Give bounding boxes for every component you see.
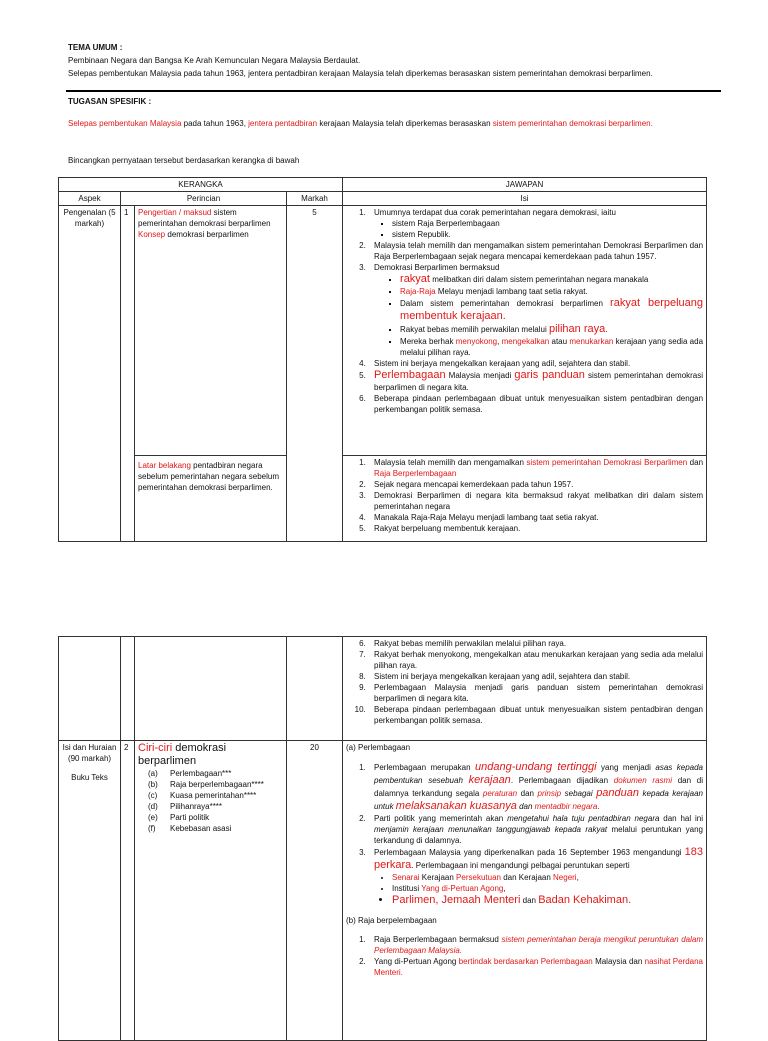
red-term: mengekalkan: [501, 337, 550, 346]
isi-text: Malaysia menjadi: [445, 371, 515, 380]
list-item: [400, 286, 703, 297]
ciri-item: [148, 790, 283, 801]
isi-cell: [343, 206, 707, 456]
italic-text: dan: [516, 802, 535, 811]
red-term: menukarkan: [569, 337, 614, 346]
red-term: pilihan raya: [548, 323, 606, 335]
isi-text: .: [605, 325, 608, 334]
tugasan-red-3: sistem pemerintahan demokrasi berparlimen.: [492, 119, 653, 128]
red-term: dokumen rasmi: [613, 776, 672, 785]
italic-text: sebagai: [561, 789, 597, 798]
red-term: undang-undang tertinggi: [475, 761, 597, 773]
ciri-item: [148, 812, 283, 823]
ciri-letter: (e): [148, 813, 158, 822]
row-number-2: 2: [121, 741, 135, 1041]
list-item: [368, 207, 703, 240]
isi-text: Kerajaan: [419, 873, 457, 882]
kerangka-table-1: [58, 177, 707, 542]
red-term: Yang di-Pertuan Agong: [421, 884, 504, 893]
perincian-red: Pengertian / maksud: [138, 208, 212, 217]
tugasan-red-2: jentera pentadbiran: [248, 119, 318, 128]
isi-text: Raja Berperlembagaan bermaksud: [374, 935, 502, 944]
tugasan-red-1: Selepas pembentukan Malaysia: [68, 119, 182, 128]
red-term: panduan: [596, 787, 640, 799]
isi-text: yang menjadi: [596, 763, 656, 772]
isi-text: dan: [520, 896, 539, 905]
header-jawapan: JAWAPAN: [343, 178, 707, 192]
empty-cell: [121, 637, 135, 741]
red-term: Persekutuan: [456, 873, 501, 882]
isi-text: Perlembagaan merupakan: [374, 763, 476, 772]
list-item: 6. Rakyat bebas memilih perwakilan melalui pilihan raya.: [368, 638, 703, 649]
isi-text: ,: [576, 873, 579, 882]
tema-title: TEMA UMUM :: [68, 43, 123, 52]
list-item: [392, 872, 703, 883]
markah-cell: 5: [287, 206, 343, 542]
konsep-red: Konsep: [138, 230, 166, 239]
isi-text: Institusi: [392, 884, 422, 893]
header-isi: Isi: [343, 192, 707, 206]
list-item: [400, 297, 703, 323]
red-term: sistem pemerintahan Demokrasi Berparlimen: [526, 458, 688, 467]
red-term: rakyat: [400, 273, 430, 285]
ciri-list: [138, 768, 283, 834]
ciri-letter: (a): [148, 769, 158, 778]
list-item: 4. Sistem ini berjaya mengekalkan kerajaan yang adil, sejahtera dan stabil.: [368, 358, 703, 369]
ciri-label: Kebebasan asasi: [170, 824, 232, 833]
list-item: 10. Beberapa pindaan perlembagaan dibuat untuk menyesuaikan sistem pentadbiran dengan perkembangan politik semasa.: [368, 704, 703, 726]
kerangka-table-2: [58, 636, 707, 1041]
empty-cell: [135, 637, 287, 741]
isi-text: Umumnya terdapat dua corak pemerintahan negara demokrasi, iaitu: [374, 208, 616, 217]
ciri-item: [148, 801, 283, 812]
ciri-label: Pilihanraya****: [170, 802, 223, 811]
markah-cell-2: 20: [287, 741, 343, 1041]
ciri-red: Ciri-ciri: [138, 742, 173, 754]
list-item: 2. Malaysia telah memilih dan mengamalkan sistem pemerintahan Demokrasi Berparlimen dan Raja Berperlembagaan sejak negara mencapai kemerdekaan pada tahun 1957.: [368, 240, 703, 262]
red-term: Raja Berperlembagaan: [374, 469, 457, 478]
list-item: [400, 336, 703, 358]
ciri-label: Perlembagaan***: [170, 769, 232, 778]
ciri-letter: (c): [148, 791, 158, 800]
tema-line-2: Selepas pembentukan Malaysia pada tahun 1963, jentera pentadbiran kerajaan Malaysia telah diperkemas berasaskan sistem pemerintahan demokrasi berparlimen.: [68, 69, 653, 78]
isi-text: Demokrasi Berparlimen bermaksud: [374, 263, 500, 272]
konsep-text: demokrasi berparlimen: [165, 230, 249, 239]
list-item: 5. Rakyat berpeluang membentuk kerajaan.: [368, 523, 703, 534]
red-term: peraturan: [482, 789, 518, 798]
isi-text: dan di dalamnya terkandung segala: [374, 776, 703, 798]
red-term: rakyat berpeluang membentuk kerajaan.: [400, 297, 704, 322]
ciri-item: [148, 823, 283, 834]
perincian-text: sistem pemerintahan demokrasi berparlimen: [138, 208, 271, 228]
isi-text: .: [597, 802, 600, 811]
tugasan-plain-1: pada tahun 1963,: [181, 119, 249, 128]
isi-text: melalui peruntukan yang terkandung di dalamnya.: [374, 825, 703, 845]
italic-text: menjamin kerajaan menunaikan tanggungjawab kepada rakyat: [374, 825, 608, 834]
tugasan-plain-2: kerajaan Malaysia telah diperkemas berasaskan: [317, 119, 493, 128]
header-markah: Markah: [287, 192, 343, 206]
list-item: 6. Beberapa pindaan perlembagaan dibuat untuk menyesuaikan sistem pentadbiran dengan perkembangan politik semasa.: [368, 393, 703, 415]
isi-text: Dalam sistem pemerintahan demokrasi berparlimen: [400, 299, 611, 308]
list-item: 9. Perlembagaan Malaysia menjadi garis panduan sistem pemerintahan demokrasi berparlimen di negara kita.: [368, 682, 703, 704]
empty-cell: [287, 637, 343, 741]
empty-cell: [59, 637, 121, 741]
red-term: Raja-Raja: [400, 287, 436, 296]
red-term: garis panduan: [514, 369, 585, 381]
isi-text: dan: [687, 458, 704, 467]
ciri-label: Parti politik: [170, 813, 210, 822]
isi-text: dan: [517, 789, 538, 798]
isi-text: dan Kerajaan: [500, 873, 554, 882]
perincian-ciri: [135, 741, 287, 1041]
aspek-cell: Pengenalan (5 markah): [59, 206, 121, 542]
latar-text: pentadbiran negara sebelum pemerintahan negara sebelum pemerintahan demokrasi berparlimen.: [138, 461, 279, 492]
list-item: [368, 846, 703, 907]
tema-line-1: Pembinaan Negara dan Bangsa Ke Arah Kemunculan Negara Malaysia Berdaulat.: [68, 56, 361, 65]
red-term: Badan Kehakiman.: [538, 894, 632, 906]
ciri-letter: (f): [148, 824, 156, 833]
isi-text: Malaysia dan: [592, 957, 645, 966]
list-item: [368, 761, 703, 813]
aspek-text: Isi dan Huraian (90 markah): [62, 743, 117, 763]
red-term: prinsip: [537, 789, 562, 798]
ciri-letter: (d): [148, 802, 158, 811]
tugasan-text: [68, 118, 708, 129]
isi-text: Yang di-Pertuan Agong: [374, 957, 459, 966]
ciri-letter: (b): [148, 780, 158, 789]
isi-text: kerajaan yang sedia ada melalui pilihan raya.: [400, 337, 704, 357]
list-item: 2. Sejak negara mencapai kemerdekaan pada tahun 1957.: [368, 479, 703, 490]
isi-text: sistem pemerintahan demokrasi berparlimen di negara kita.: [374, 371, 704, 392]
list-item: 4. Manakala Raja-Raja Melayu menjadi lambang taat setia rakyat.: [368, 512, 703, 523]
list-item: ▪ sistem Raja Berperlembagaan: [392, 218, 703, 229]
red-term: sistem pemerintahan beraja mengikut peruntukan dalam Perlembagaan Malaysia.: [374, 935, 703, 955]
italic-text: mengetahui hala tuju pentadbiran negara: [507, 814, 660, 823]
isi-text: . Perlembagaan ini mengandungi pelbagai peruntukan seperti: [411, 861, 630, 870]
list-item: [368, 813, 703, 846]
row-number: 1: [121, 206, 135, 542]
isi-text: Mereka berhak: [400, 337, 456, 346]
red-term: Perlembagaan: [374, 369, 446, 381]
isi-text: . Perlembagaan dijadikan: [510, 776, 614, 785]
tugasan-title: TUGASAN SPESIFIK :: [68, 97, 152, 106]
latar-isi-cell: [343, 456, 707, 542]
header-aspek: Aspek: [59, 192, 121, 206]
red-term: mentadbir negara: [534, 802, 598, 811]
ciri-label: Kuasa pemerintahan****: [170, 791, 257, 800]
isi-text: Melayu menjadi lambang taat setia rakyat.: [435, 287, 588, 296]
aspek-cell-2: [59, 741, 121, 1041]
section-a-title: (a) Perlembagaan: [346, 743, 411, 752]
list-item: ▪ sistem Republik.: [392, 229, 703, 240]
ciri-item: [148, 779, 283, 790]
list-item: [368, 262, 703, 358]
buku-teks: Buku Teks: [71, 773, 108, 782]
red-term: Negeri: [553, 873, 577, 882]
isi-huraian-cell: [343, 741, 707, 1041]
italic-text: kepada kerajaan untuk: [374, 789, 703, 811]
list-item: [400, 273, 703, 286]
instruction: Bincangkan pernyataan tersebut berdasarkan kerangka di bawah: [68, 156, 300, 165]
list-item: 3. Demokrasi Berparlimen di negara kita bermaksud rakyat melibatkan diri dalam sistem pemerintahan negara: [368, 490, 703, 512]
red-term: nasihat Perdana Menteri.: [374, 957, 704, 977]
red-term: menyokong: [455, 337, 498, 346]
list-item: [392, 894, 703, 907]
ciri-item: [148, 768, 283, 779]
isi-text: dan hal ini: [659, 814, 703, 823]
isi-text: Parti politik yang memerintah akan: [374, 814, 508, 823]
isi-text: ,: [503, 884, 506, 893]
red-term: Parlimen, Jemaah Menteri: [392, 894, 521, 906]
list-item: [368, 457, 703, 479]
red-term: bertindak berdasarkan Perlembagaan: [458, 957, 593, 966]
header-perincian: Perincian: [121, 192, 287, 206]
red-term: melaksanakan kuasanya: [395, 800, 517, 812]
isi-text: melibatkan diri dalam sistem pemerintahan negara manakala: [430, 275, 649, 284]
isi-text: Perlembagaan Malaysia yang diperkenalkan pada 16 September 1963 mengandungi: [374, 848, 685, 857]
list-item: 7. Rakyat berhak menyokong, mengekalkan atau menukarkan kerajaan yang sedia ada melalui pilihan raya.: [368, 649, 703, 671]
perincian-pengertian: [135, 206, 287, 456]
ciri-text: demokrasi berparlimen: [138, 742, 227, 767]
list-item: [368, 369, 703, 393]
red-term: kerajaan: [468, 774, 511, 786]
isi-text: atau: [549, 337, 570, 346]
ciri-label: Raja berperlembagaan****: [170, 780, 264, 789]
divider: [66, 90, 721, 92]
list-item: [368, 956, 703, 978]
continued-isi-cell: [343, 637, 707, 741]
header-kerangka: KERANGKA: [59, 178, 343, 192]
list-item: [368, 934, 703, 956]
latar-red: Latar belakang: [138, 461, 191, 470]
isi-text: Rakyat bebas memilih perwakilan melalui: [400, 325, 549, 334]
section-b-title: (b) Raja berpelembagaan: [346, 916, 437, 925]
list-item: [400, 323, 703, 336]
perincian-latar-belakang: [135, 456, 287, 542]
list-item: [392, 883, 703, 894]
isi-text: ,: [497, 337, 502, 346]
italic-text: asas kepada pembentukan sesebuah: [374, 763, 704, 785]
red-term: Senarai: [392, 873, 420, 882]
red-term: 183 perkara: [374, 846, 703, 871]
list-item: 8. Sistem ini berjaya mengekalkan kerajaan yang adil, sejahtera dan stabil.: [368, 671, 703, 682]
isi-text: Malaysia telah memilih dan mengamalkan: [374, 458, 527, 467]
